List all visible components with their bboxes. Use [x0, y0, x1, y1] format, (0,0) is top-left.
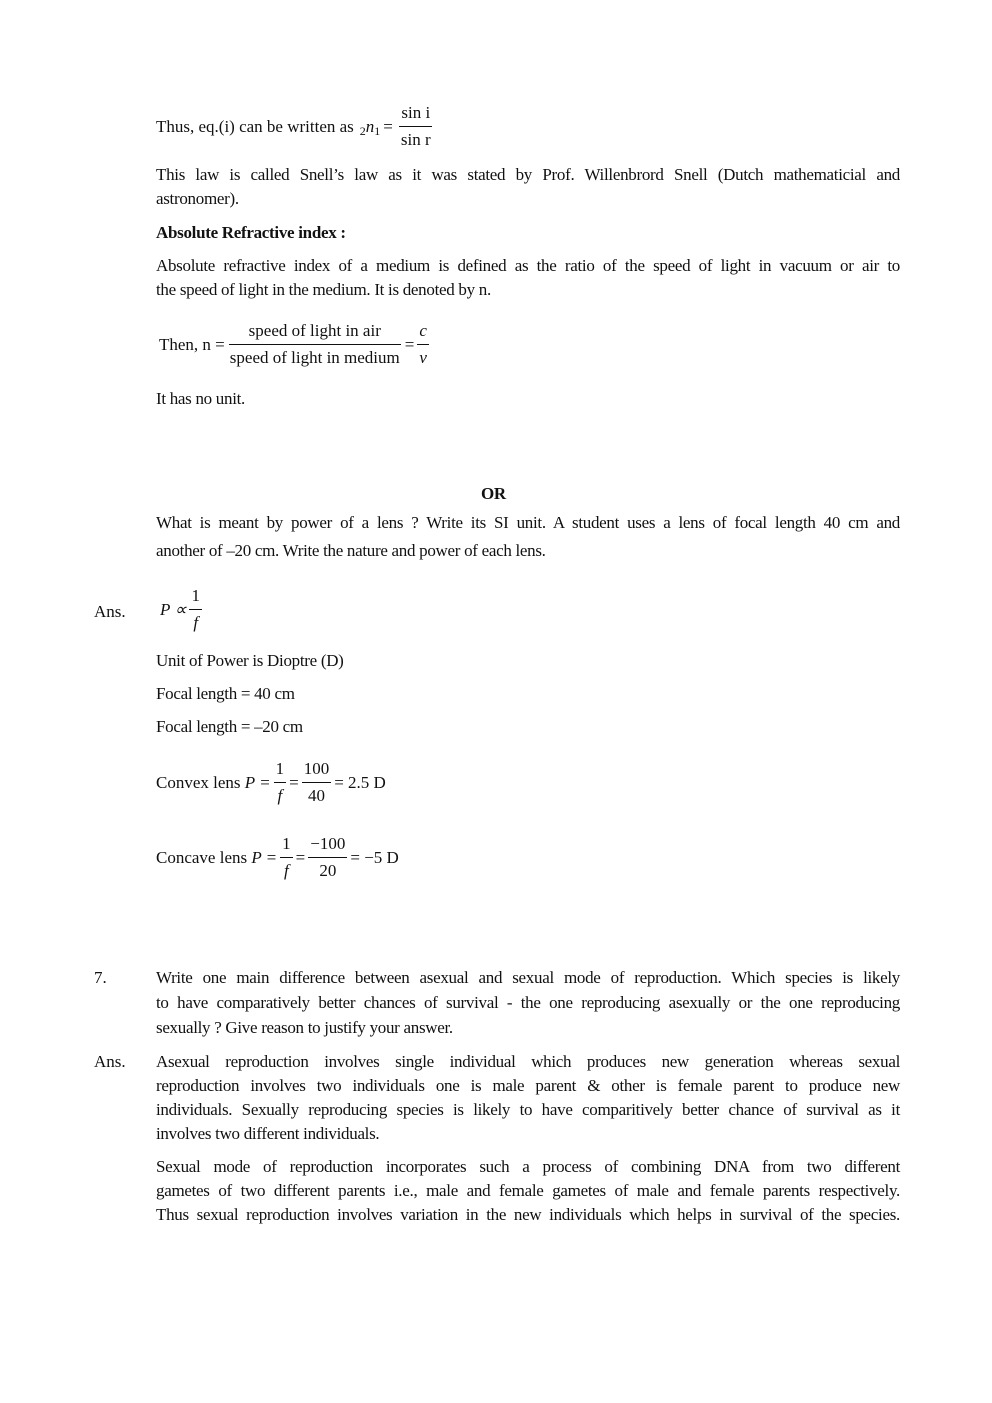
question-line: to have comparatively better chances of survival - the one reproducing asexually or the one reproducing	[156, 993, 900, 1012]
subscript: 1	[374, 124, 381, 138]
numerator: speed of light in air	[229, 318, 401, 345]
eq-prefix: P =	[251, 847, 278, 867]
question-line: What is meant by power of a lens ? Write its SI unit. A student uses a lens of focal length 40 cm and	[156, 513, 900, 532]
eq-result: = −5 D	[350, 847, 399, 867]
question-line: another of –20 cm. Write the nature and power of each lens.	[156, 541, 546, 560]
fraction	[228, 318, 402, 371]
numerator: −100	[308, 831, 347, 858]
fraction	[399, 100, 433, 153]
snell-intro: Thus, eq.(i) can be written as	[156, 116, 354, 136]
fraction	[280, 831, 293, 884]
eq-prefix: Then, n =	[159, 334, 225, 354]
fraction	[308, 831, 347, 884]
text-line: the speed of light in the medium. It is denoted by n.	[156, 280, 491, 299]
text-line: It has no unit.	[156, 389, 245, 408]
text-line: Focal length = 40 cm	[156, 684, 295, 703]
denominator: sin r	[400, 130, 431, 149]
denominator: f	[284, 861, 289, 880]
text-line: Focal length = –20 cm	[156, 717, 303, 736]
eq-result: = 2.5 D	[334, 772, 386, 792]
fraction	[274, 756, 287, 809]
denominator: f	[277, 786, 283, 805]
power-proportional	[160, 583, 205, 636]
fraction	[189, 583, 202, 636]
denominator: f	[193, 613, 199, 632]
convex-equation: Convex lens P = $\frac{1}{f}$ = $\frac{100}{40}$ = 2.5 D	[156, 756, 386, 809]
answer-label: Ans.	[94, 602, 126, 621]
snell-equation: Thus, eq.(i) can be written as 2 n 1 = $\frac{\text{sin i}}{\text{sin r}}$	[156, 100, 436, 153]
refractive-index-equation: Then, n = $\frac{\text{speed of light in air}}{\text{speed of light in medium}}$ = $\frac{c}{v}$	[159, 318, 432, 371]
text-line: Unit of Power is Dioptre (D)	[156, 651, 344, 670]
denominator: speed of light in medium	[229, 348, 400, 367]
numerator: 1	[189, 583, 202, 610]
eq-prefix: P ∝	[160, 599, 187, 619]
answer-line: Sexual mode of reproduction incorporates such a process of combining DNA from two different	[156, 1157, 900, 1176]
answer-line: reproduction involves two individuals one is male parent & other is female parent to produce new	[156, 1076, 900, 1095]
answer-line: gametes of two different parents i.e., male and female gametes of male and female parents respectively.	[156, 1181, 900, 1200]
numerator: 1	[280, 831, 293, 858]
numerator: 1	[274, 756, 287, 783]
variable: n	[365, 116, 375, 136]
denominator: v	[419, 348, 427, 367]
fraction	[302, 756, 332, 809]
denominator: 40	[307, 786, 325, 805]
question-number: 7.	[94, 968, 107, 987]
subscript: 2	[359, 124, 366, 138]
denominator: 20	[319, 861, 337, 880]
answer-line: individuals. Sexually reproducing species is likely to have comparitively better chance of survival as it	[156, 1100, 900, 1119]
or-label: OR	[481, 484, 506, 503]
eq-label: Concave lens	[156, 847, 248, 867]
numerator: sin i	[399, 100, 432, 127]
answer-line: involves two different individuals.	[156, 1124, 380, 1143]
question-line: sexually ? Give reason to justify your answer.	[156, 1018, 453, 1037]
eq-label: Convex lens	[156, 772, 241, 792]
text-line: This law is called Snell’s law as it was stated by Prof. Willenbrord Snell (Dutch mathematicial and	[156, 165, 900, 184]
answer-label: Ans.	[94, 1052, 126, 1071]
answer-line: Asexual reproduction involves single individual which produces new generation whereas sexual	[156, 1052, 900, 1071]
text-line: Absolute refractive index of a medium is defined as the ratio of the speed of light in vacuum or air to	[156, 256, 900, 275]
text-line: astronomer).	[156, 189, 239, 208]
concave-equation: Concave lens P = $\frac{1}{f}$ = $\frac{-100}{20}$ = −5 D	[156, 831, 399, 884]
fraction	[417, 318, 429, 371]
eq-prefix: P =	[244, 772, 271, 792]
numerator: 100	[302, 756, 332, 783]
question-line: Write one main difference between asexual and sexual mode of reproduction. Which species is likely	[156, 968, 900, 987]
numerator: c	[417, 318, 429, 345]
answer-line: Thus sexual reproduction involves variation in the new individuals which helps in survival of the species.	[156, 1205, 900, 1224]
section-heading: Absolute Refractive index :	[156, 223, 346, 242]
